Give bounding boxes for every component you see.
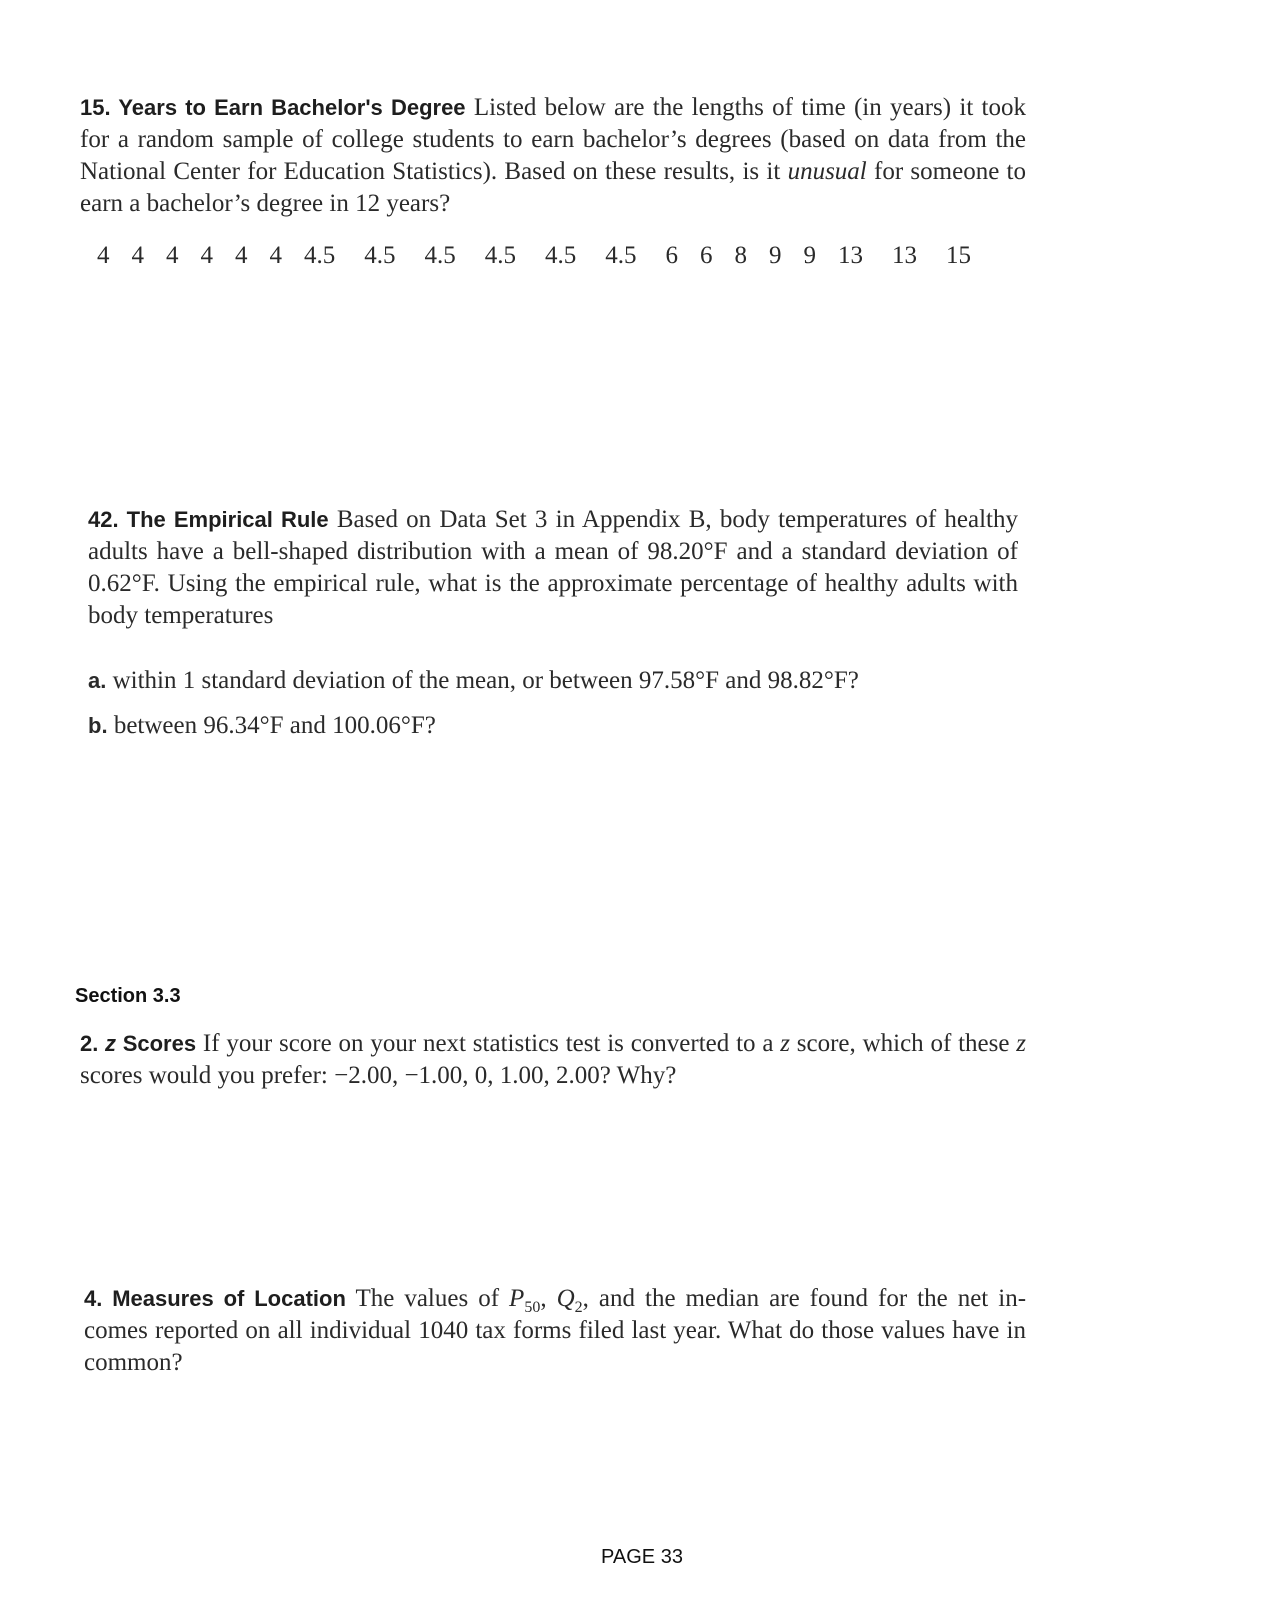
problem-15-heading: 15. Years to Earn Bachelor's Degree <box>80 95 466 120</box>
data-value: 4.5 <box>304 242 336 269</box>
problem-2-line-1: 2. z Scores If your score on your next statistics test is converted to a z score, which of these z <box>80 1030 1027 1057</box>
problem-15-line-1: 15. Years to Earn Bachelor's Degree Listed below are the lengths of time (in years) it took <box>80 94 1027 121</box>
part-b-letter: b. <box>88 713 108 738</box>
data-value: 4 <box>131 242 144 269</box>
data-value: 9 <box>803 242 816 269</box>
data-value: 4.5 <box>545 242 577 269</box>
data-value: 4 <box>97 242 110 269</box>
emphasis-unusual: unusual <box>787 158 867 185</box>
part-a-letter: a. <box>88 668 107 693</box>
problem-4-line-1: 4. Measures of Location The values of $P_{50}$, $Q_2$, and the median are found for the net in- <box>84 1285 1027 1316</box>
data-value: 4.5 <box>484 242 516 269</box>
data-value: 13 <box>892 242 917 269</box>
problem-42-line-4: body temperatures <box>88 602 274 629</box>
problem-42-part-b <box>88 710 436 742</box>
problem-42-heading: 42. The Empirical Rule <box>88 507 329 532</box>
problem-42-line-3: 0.62°F. Using the empirical rule, what is the approximate percentage of healthy adults with <box>88 570 1018 597</box>
problem-42-line-2: adults have a bell-shaped distribution with a mean of 98.20°F and a standard deviation of <box>88 538 1018 565</box>
section-title: Section 3.3 <box>75 985 181 1007</box>
part-a-text: within 1 standard deviation of the mean, or between 97.58°F and 98.82°F? <box>112 667 859 694</box>
data-value: 4 <box>166 242 179 269</box>
problem-42 <box>88 504 1018 632</box>
data-value: 4 <box>200 242 213 269</box>
problem-4-heading: 4. Measures of Location <box>84 1286 346 1311</box>
data-value: 13 <box>838 242 863 269</box>
problem-15 <box>80 92 1026 220</box>
data-value: 8 <box>734 242 747 269</box>
data-value: 4 <box>235 242 248 269</box>
problem-2 <box>80 1028 1026 1092</box>
data-value: 4 <box>269 242 282 269</box>
data-value: 4.5 <box>364 242 396 269</box>
data-value: 4.5 <box>424 242 456 269</box>
problem-42-line-1: 42. The Empirical Rule Based on Data Set 3 in Appendix B, body temperatures of healthy <box>88 506 1019 533</box>
part-b-text: between 96.34°F and 100.06°F? <box>113 712 436 739</box>
problem-2-heading: 2. z Scores <box>80 1031 197 1056</box>
problem-4-line-3: common? <box>84 1349 183 1376</box>
data-value: 6 <box>665 242 678 269</box>
data-value: 9 <box>769 242 782 269</box>
data-value: 6 <box>700 242 713 269</box>
problem-42-part-a <box>88 665 859 697</box>
problem-4 <box>84 1283 1026 1379</box>
problem-15-line-4: earn a bachelor’s degree in 12 years? <box>80 190 451 217</box>
problem-4-line-2: comes reported on all individual 1040 tax forms filed last year. What do those values have in <box>84 1317 1026 1344</box>
data-value: 4.5 <box>605 242 637 269</box>
problem-2-line-2: scores would you prefer: −2.00, −1.00, 0, 1.00, 2.00? Why? <box>80 1062 677 1089</box>
problem-15-data-values <box>97 240 1000 272</box>
page-number: PAGE 33 <box>601 1546 683 1568</box>
data-value: 15 <box>946 242 971 269</box>
problem-15-line-2: for a random sample of college students to earn bachelor’s degrees (based on data from the <box>80 126 1026 153</box>
problem-15-line-3: National Center for Education Statistics). Based on these results, is it unusual for someone to <box>80 158 1027 185</box>
